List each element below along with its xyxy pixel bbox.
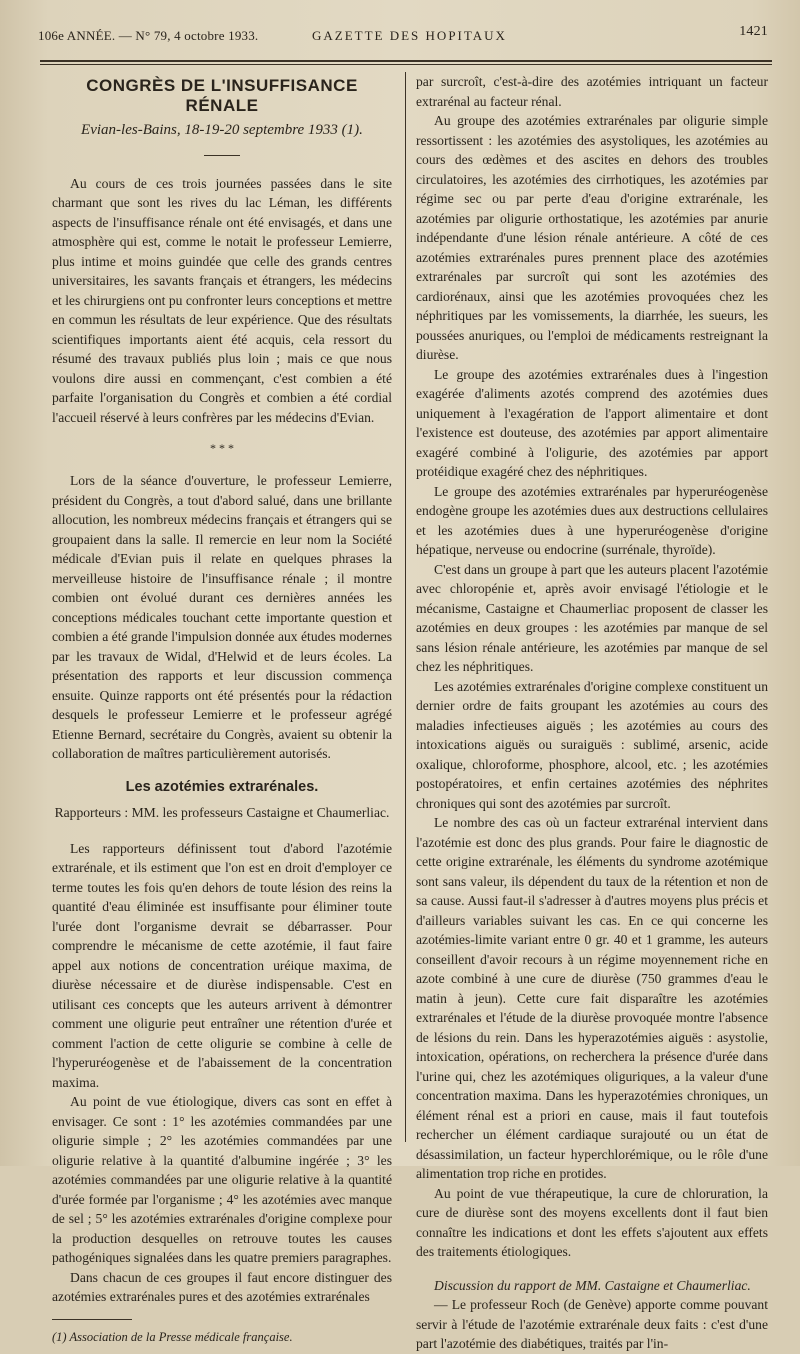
left-column bbox=[52, 72, 392, 1347]
body-paragraph: Le groupe des azotémies extrarénales par hyperuréogenèse endogène groupe les azotémies dues aux destructions cellulaires et les azotémies dues à une hyperuréogenèse d'origine hépatique, nerveuse ou endocrine (surrénale, thyroïde). bbox=[416, 483, 768, 557]
title-divider bbox=[204, 155, 240, 156]
discussion-block bbox=[416, 1276, 768, 1354]
discussion-title: Discussion du rapport de MM. Castaigne et Chaumerliac. bbox=[434, 1277, 751, 1293]
body-paragraph: Au point de vue étiologique, divers cas sont en effet à envisager. Ce sont : 1° les azotémies commandées par une oligurie simple ; 2° les azotémies commandées par une oligurie relative à la quantité d'albumine ingérée ; 3° les azotémies commandées par une oligurie relative à la quantité d'urée formée par l'organisme ; 4° les azotémies avec manque de sel ; 5° les azotémies extrarénales d'origine complexe pour la production desquelles on retrouve toutes les causes pathogéniques signalées dans les quatre premiers paragraphes. bbox=[52, 1094, 392, 1265]
header-rule-thin bbox=[40, 64, 772, 65]
body-paragraph: Les rapporteurs définissent tout d'abord l'azotémie extrarénale, et ils estiment que l'on est en droit d'employer ce terme toutes les fois qu'en dehors de toute lésion des reins la quantité d'eau éliminée est insuffisante pour éliminer toute l'urée dont l'organisme devrait se débarrasser. Pour comprendre le mécanisme de cette azotémie, il faut faire appel aux notions de concentration uréique maxima, de diurèse nécessaire et de diurèse indispensable. C'est en utilisant ces concepts que les auteurs arrivent à démontrer comment une oligurie peut entraîner une rétention d'urée et comment l'action de cette oligurie se combine à celle de l'hyperuréogenèse et de l'abaissement de la concentration maxima. bbox=[52, 840, 392, 1090]
issue-info: 106e ANNÉE. — N° 79, 4 octobre 1933. bbox=[38, 28, 259, 43]
body-paragraph: C'est dans un groupe à part que les auteurs placent l'azotémie avec chloropénie et, après avoir envisagé l'étiologie et le mécanisme, Castaigne et Chaumerliac proposent de classer les azotémies en deux groupes : les azotémies par manque de sel sans lésion rénale antérieure, les azotémies par manque de sel chez les néphritiques. bbox=[416, 561, 768, 674]
article-subtitle: Evian-les-Bains, 18-19-20 septembre 1933 (1). bbox=[81, 122, 363, 138]
body-paragraph: Au point de vue thérapeutique, la cure de chloruration, la cure de diurèse sont des moyens excellents dont il faut bien connaître les indications et dont les effets s'ajoutent aux effets des traitements étiologiques. bbox=[416, 1185, 768, 1259]
reporters-line: Rapporteurs : MM. les professeurs Castaigne et Chaumerliac. bbox=[54, 805, 390, 820]
body-paragraph: Au groupe des azotémies extrarénales par oligurie simple ressortissent : les azotémies des asystoliques, les azotémies au cours des œdèmes et des ascites en dehors des troubles circulatoires, les azotémies des cirrhotiques, les azotémies par régime sec ou par perte d'eau d'origine extrarénale, les azotémies par oligurie orthostatique, les azotémies par anurie indépendante d'une lésion rénale antérieure. A côté de ces azotémies extrarénales pures prennent place des azotémies extrarénales par surcroît qui sont les azotémies des cardiorénaux, ainsi que les azotémies provoquées chez les néphritiques par les vomissements, la diarrhée, les sueurs, les poussées anuriques, ou l'emploi de médicaments restreignant la diurèse. bbox=[416, 113, 768, 362]
section-stars: * * * bbox=[210, 441, 234, 455]
page-header bbox=[38, 24, 768, 52]
body-paragraph: Les azotémies extrarénales d'origine complexe constituent un dernier ordre de faits groupant les azotémies au cours des maladies infectieuses aiguës ; les azotémies au cours des intoxications aiguës ou suraiguës : sublimé, arsenic, acide oxalique, chloroforme, phosphore, alcool, etc. ; les azotémies postopératoires, et enfin certaines azotémies des néphrites chroniques qui sont des azotémies par surcroît. bbox=[416, 678, 768, 811]
journal-name: GAZETTE DES HOPITAUX bbox=[312, 28, 507, 43]
body-paragraph: par surcroît, c'est-à-dire des azotémies intriquant un facteur extrarénal au facteur rénal. bbox=[416, 74, 768, 109]
body-paragraph: Dans chacun de ces groupes il faut encore distinguer des azotémies extrarénales pures et des azotémies extrarénales bbox=[52, 1269, 392, 1304]
article-title: CONGRÈS DE L'INSUFFISANCE RÉNALE bbox=[86, 76, 358, 115]
page-number: 1421 bbox=[739, 24, 768, 39]
footnote: (1) Association de la Presse médicale française. bbox=[52, 1329, 293, 1344]
body-paragraph: Le groupe des azotémies extrarénales dues à l'ingestion exagérée d'aliments azotés comprend des azotémies dues uniquement à l'exagération de l'apport alimentaire et dont l'existence est douteuse, des azotémies par apport alimentaire exagéré combiné à l'oligurie, des azotémies par apport protéidique exagéré chez des néphritiques. bbox=[416, 366, 768, 479]
header-rule-thick bbox=[40, 60, 772, 62]
section-title: Les azotémies extrarénales. bbox=[125, 778, 319, 795]
body-paragraph: Le nombre des cas où un facteur extrarénal intervient dans l'azotémie est donc des plus grands. Pour faire le diagnostic de cette origine extrarénale, les éléments du syndrome azotémique sont sans valeur, ils dépendent du taux de la rétention et non de sa cause. Aussi faut-il s'adresser à d'autres moyens plus précis et d'ailleurs variables suivant les cas. En ce qui concerne les azotémies-limite variant entre 0 gr. 40 et 1 gramme, les auteurs conseillent d'avoir recours à un régime moyennement riche en azote combiné à une cure de diurèse (750 grammes d'eau le matin à jeun). Cette cure fait disparaître les azotémies extrarénales et l'étude de la diurèse provoquée montre l'absence de lésions du rein. Dans les hyperazotémies aiguës : asystolie, intoxication, opérations, on recherchera la présence d'urée dans l'urine qui, chez les azotémiques oliguriques, a la valeur d'une concentration maxima. Dans les hyperazotémies chroniques, un élément rénal est a priori en cause, mais il faut toutefois rechercher un élément cardiaque surajouté ou un état de désassimilation, un facteur hyperchlorémique, ou le rôle d'une alimentation trop riche en protides. bbox=[416, 815, 768, 1181]
discussion-paragraph: — Le professeur Roch (de Genève) apporte comme pouvant servir à l'étude de l'azotémie extrarénale deux faits : c'est d'une part l'azotémie des diabétiques, traités par l'in- bbox=[416, 1297, 768, 1351]
right-column bbox=[416, 72, 768, 1354]
opening-paragraph: Lors de la séance d'ouverture, le professeur Lemierre, président du Congrès, a tout d'abord salué, dans une brillante allocution, les nombreux médecins français et étrangers qui se groupaient dans la salle. Il remercie en leur nom la Société médicale d'Evian puis il relate en quelques phrases la merveilleuse histoire de l'insuffisance rénale ; il montre combien ont évolué durant ces dernières années les conceptions médicales touchant cette importante question et combien a été grande l'impulsion donnée aux études modernes par les travaux de Widal, d'Helwid et de leurs écoles. La présentation des rapports et leur discussion commença ensuite. Quinze rapports ont été présentés pour la rédaction desquels le professeur Lemierre et le professeur agrégé Etienne Bernard, secrétaire du Congrès, avaient su obtenir la collaboration de maîtres particulièrement autorisés. bbox=[52, 473, 392, 761]
footnote-rule bbox=[52, 1319, 132, 1320]
column-divider bbox=[405, 72, 406, 1142]
intro-paragraph: Au cours de ces trois journées passées dans le site charmant que sont les rives du lac Léman, les différents aspects de l'insuffisance rénale ont été envisagés, et dans une atmosphère qui est, comme le notait le professeur Lemierre, plus intime et moins guindée que celle des grands centres universitaires, les savants français et étrangers, les médecins et les chirurgiens ont pu confronter leurs conceptions et mettre en commun les résultats de leur expérience. Que des résultats scientifiques importants aient été acquis, cela ressort du résumé des travaux publiés plus loin ; mais ce que nous voulons dire aussi en commençant, c'est combien a été parfaite l'organisation du Congrès et combien a été cordial l'accueil réservé à leurs confrères par les médecins d'Evian. bbox=[52, 175, 392, 425]
